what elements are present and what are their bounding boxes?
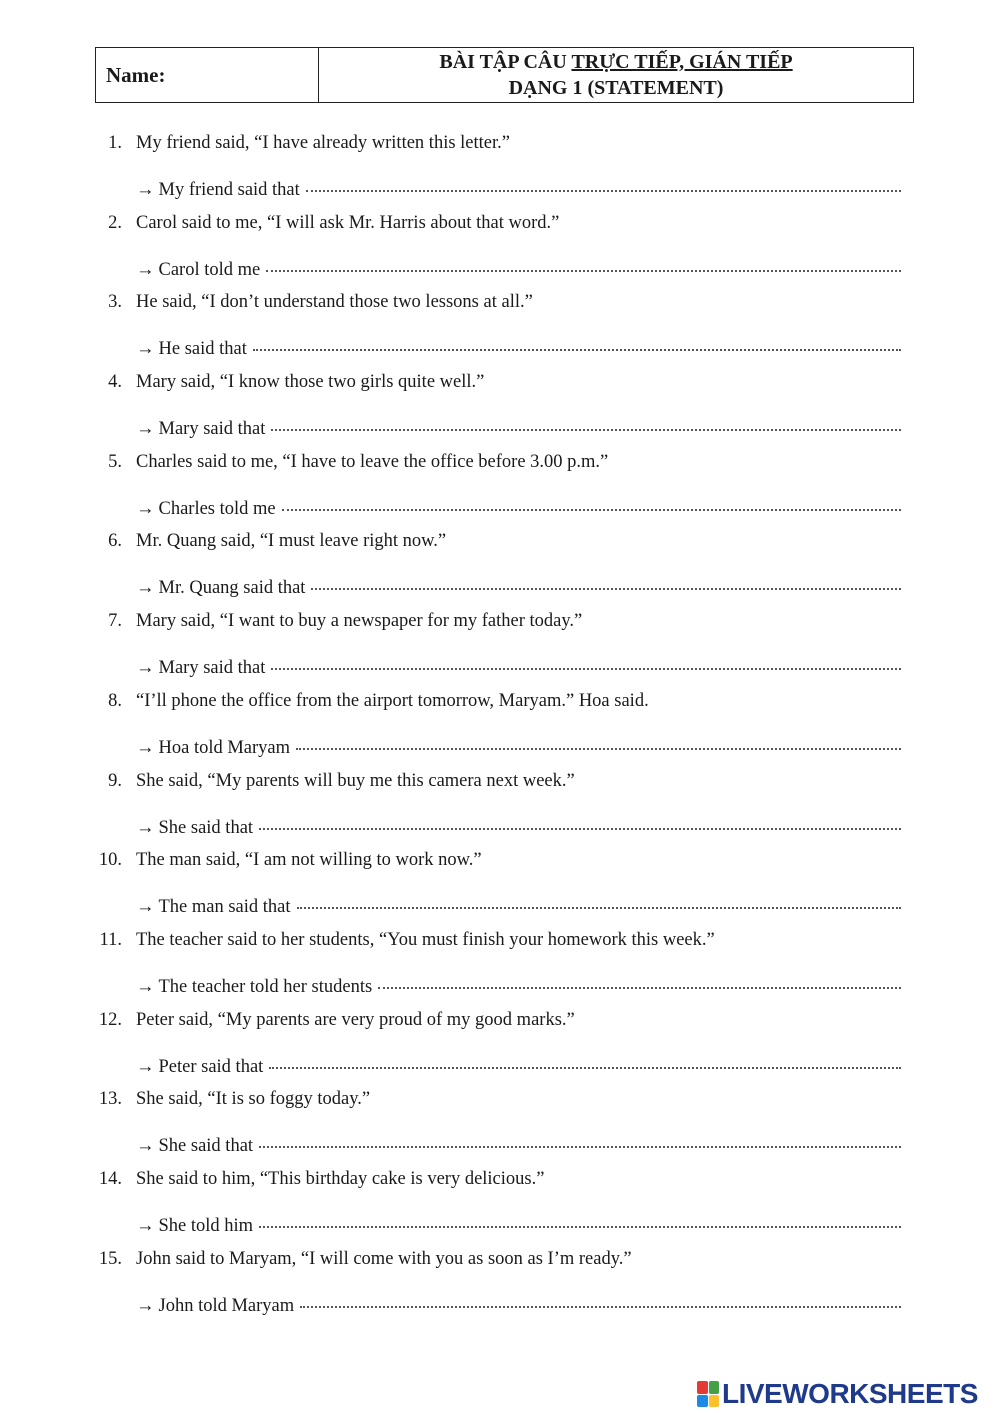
answer-prompt: Mr. Quang said that — [158, 578, 306, 599]
arrow-icon: → — [136, 976, 155, 997]
answer-blank[interactable] — [271, 644, 901, 670]
answer-blank[interactable] — [259, 1122, 901, 1148]
worksheet-title — [319, 48, 913, 102]
answer-prompt: She said that — [158, 1136, 254, 1157]
question-item — [0, 288, 1000, 368]
answer-blank[interactable] — [378, 963, 901, 989]
question-text: The man said, “I am not willing to work now.” — [136, 850, 482, 871]
answer-blank[interactable] — [271, 405, 901, 431]
logo-badge-icon — [697, 1381, 719, 1407]
question-item — [0, 1165, 1000, 1245]
question-item — [0, 527, 1000, 607]
answer-line — [136, 1285, 901, 1316]
question-item — [0, 607, 1000, 687]
question-item — [0, 1245, 1000, 1325]
logo-text: LIVEWORKSHEETS — [722, 1378, 978, 1409]
question-text: Mary said, “I want to buy a newspaper for my father today.” — [136, 611, 583, 632]
question-item — [0, 129, 1000, 209]
title-plain: BÀI TẬP CÂU — [439, 51, 572, 73]
question-text: She said, “It is so foggy today.” — [136, 1089, 371, 1110]
answer-line — [136, 488, 901, 519]
question-number: 2. — [108, 212, 122, 233]
title-underlined: TRỰC TIẾP, GIÁN TIẾP — [571, 51, 793, 73]
answer-blank[interactable] — [259, 804, 901, 830]
liveworksheets-logo — [697, 1378, 978, 1410]
question-number: 8. — [108, 690, 122, 711]
answer-prompt: My friend said that — [158, 180, 300, 200]
answer-prompt: John told Maryam — [158, 1295, 295, 1316]
question-item — [0, 687, 1000, 767]
question-item — [0, 209, 1000, 289]
answer-line — [136, 1205, 901, 1236]
answer-line — [136, 807, 901, 838]
arrow-icon: → — [136, 1056, 155, 1077]
question-number: 5. — [108, 451, 122, 472]
arrow-icon: → — [136, 897, 155, 918]
answer-line — [136, 567, 901, 599]
answer-line — [136, 1046, 901, 1077]
answer-blank[interactable] — [296, 724, 901, 750]
answer-line — [136, 727, 901, 758]
answer-blank[interactable] — [306, 166, 901, 192]
question-text: Mr. Quang said, “I must leave right now.” — [136, 531, 447, 552]
answer-line — [136, 328, 901, 360]
arrow-icon: → — [136, 817, 155, 838]
answer-prompt: Mary said that — [158, 419, 266, 440]
question-text: The teacher said to her students, “You must finish your homework this week.” — [136, 929, 715, 950]
arrow-icon: → — [136, 1136, 155, 1157]
question-text: Charles said to me, “I have to leave the office before 3.00 p.m.” — [136, 451, 609, 472]
logo-badge-square — [709, 1395, 720, 1408]
logo-badge-square — [697, 1395, 708, 1408]
question-number: 9. — [108, 770, 122, 791]
question-text: My friend said, “I have already written this letter.” — [136, 133, 510, 153]
logo-badge-square — [709, 1381, 720, 1394]
answer-prompt: Peter said that — [158, 1056, 264, 1077]
question-number: 15. — [98, 1248, 122, 1269]
answer-prompt: The teacher told her students — [158, 976, 373, 997]
arrow-icon: → — [136, 737, 155, 758]
question-number: 13. — [98, 1089, 122, 1110]
question-number: 12. — [98, 1009, 122, 1030]
answer-line — [136, 1125, 901, 1157]
question-item — [0, 1085, 1000, 1165]
logo-badge-square — [697, 1381, 708, 1394]
question-text: Carol said to me, “I will ask Mr. Harris about that word.” — [136, 212, 560, 233]
question-text: John said to Maryam, “I will come with you as soon as I’m ready.” — [136, 1248, 632, 1269]
answer-blank[interactable] — [269, 1043, 901, 1069]
question-text: He said, “I don’t understand those two lessons at all.” — [136, 292, 533, 313]
question-text: Peter said, “My parents are very proud of my good marks.” — [136, 1009, 575, 1030]
question-text: “I’ll phone the office from the airport tomorrow, Maryam.” Hoa said. — [136, 690, 649, 711]
answer-prompt: Mary said that — [158, 658, 266, 679]
question-item — [0, 1006, 1000, 1086]
answer-line — [136, 249, 901, 280]
arrow-icon: → — [136, 498, 155, 519]
answer-prompt: She said that — [158, 817, 254, 838]
answer-line — [136, 966, 901, 997]
answer-prompt: The man said that — [158, 897, 291, 918]
arrow-icon: → — [136, 658, 155, 679]
answer-blank[interactable] — [259, 1202, 901, 1228]
question-item — [0, 846, 1000, 926]
answer-line — [136, 886, 901, 918]
answer-prompt: He said that — [158, 339, 247, 360]
question-item — [0, 448, 1000, 528]
name-label: Name: — [96, 48, 319, 102]
answer-prompt: She told him — [158, 1215, 254, 1236]
question-text: She said to him, “This birthday cake is very delicious.” — [136, 1168, 545, 1189]
answer-blank[interactable] — [253, 325, 901, 351]
answer-line — [136, 647, 901, 679]
answer-prompt: Hoa told Maryam — [158, 737, 291, 758]
question-number: 3. — [108, 292, 122, 313]
answer-blank[interactable] — [266, 246, 901, 272]
answer-blank[interactable] — [300, 1282, 901, 1308]
header-table — [95, 47, 914, 103]
arrow-icon: → — [136, 339, 155, 360]
question-number: 7. — [108, 611, 122, 632]
arrow-icon: → — [136, 578, 155, 599]
question-text: She said, “My parents will buy me this camera next week.” — [136, 770, 575, 791]
question-item — [0, 368, 1000, 448]
question-number: 6. — [108, 531, 122, 552]
arrow-icon: → — [136, 180, 155, 200]
answer-blank[interactable] — [297, 883, 901, 909]
question-number: 14. — [98, 1168, 122, 1189]
question-number: 1. — [108, 133, 122, 153]
arrow-icon: → — [136, 259, 155, 280]
answer-prompt: Charles told me — [158, 498, 276, 519]
question-item — [0, 767, 1000, 847]
answer-line — [136, 408, 901, 440]
answer-line — [136, 169, 901, 200]
question-text: Mary said, “I know those two girls quite well.” — [136, 372, 485, 393]
answer-prompt: Carol told me — [158, 259, 261, 280]
answer-blank[interactable] — [282, 485, 901, 511]
question-item — [0, 926, 1000, 1006]
answer-blank[interactable] — [311, 564, 901, 590]
title-line-1 — [439, 49, 792, 75]
question-number: 10. — [98, 850, 122, 871]
arrow-icon: → — [136, 1295, 155, 1316]
question-list — [0, 129, 1000, 1324]
question-number: 4. — [108, 372, 122, 393]
arrow-icon: → — [136, 1215, 155, 1236]
arrow-icon: → — [136, 419, 155, 440]
title-line-2: DẠNG 1 (STATEMENT) — [508, 77, 724, 99]
question-number: 11. — [99, 929, 122, 950]
